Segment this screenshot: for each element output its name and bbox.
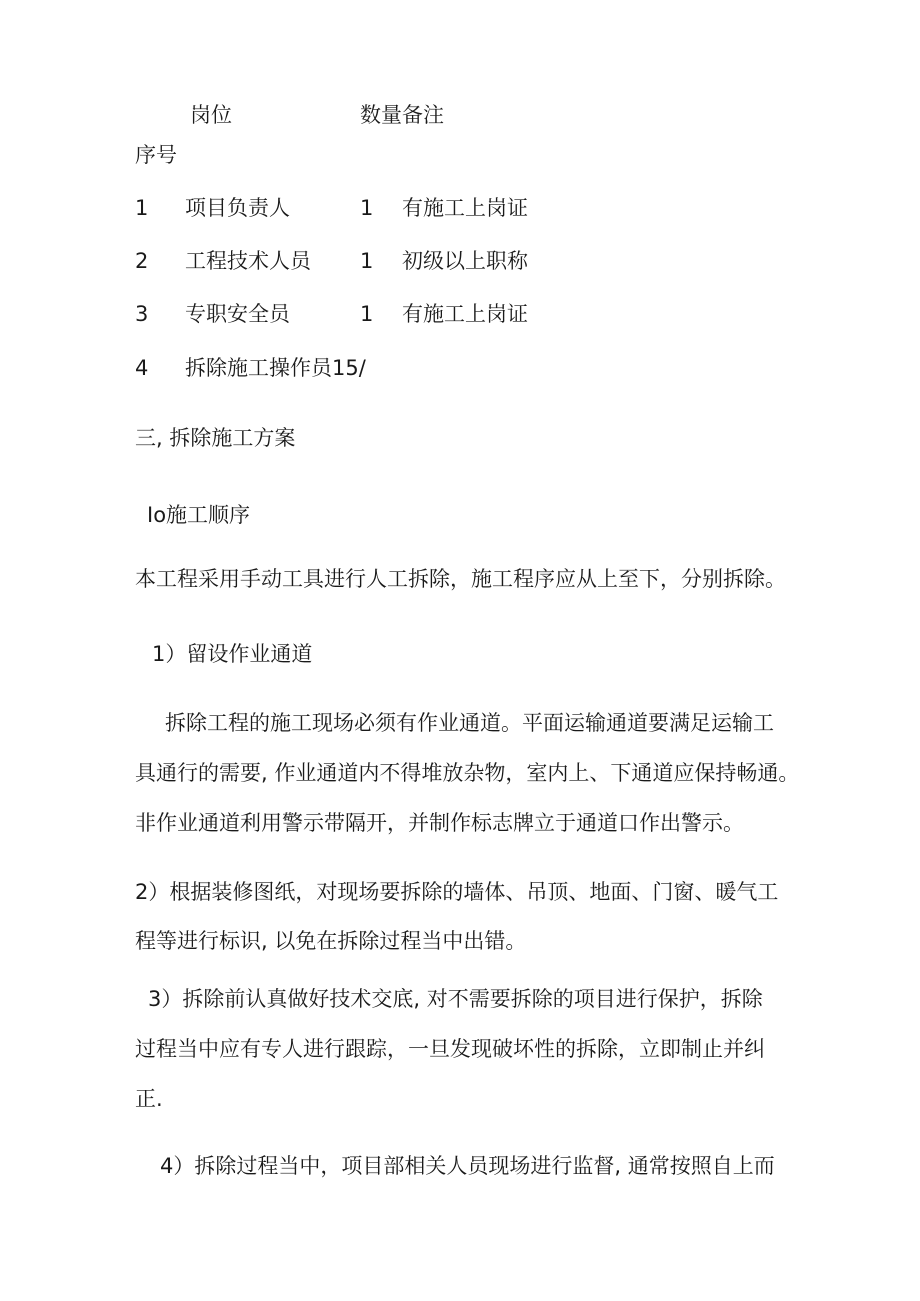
sub-heading: Io施工顺序 <box>147 503 251 527</box>
item-4-line-1: 4）拆除过程当中，项目部相关人员现场进行监督, 通常按照自上而 <box>160 1154 775 1178</box>
item-2-line-1: 2）根据装修图纸，对现场要拆除的墙体、吊顶、地面、门窗、暖气工 <box>135 880 779 904</box>
table-row-2-index: 2 <box>135 249 149 273</box>
item-1-line-2: 具通行的需要, 作业通道内不得堆放杂物，室内上、下通道应保持畅通。 <box>135 761 800 785</box>
table-row-4-index: 4 <box>135 356 149 380</box>
intro-paragraph: 本工程采用手动工具进行人工拆除，施工程序应从上至下，分别拆除。 <box>135 567 786 591</box>
table-row-4-position-qty: 拆除施工操作员15/ <box>185 356 366 380</box>
item-1-title: 1）留设作业通道 <box>152 642 313 666</box>
table-row-2-position: 工程技术人员 <box>185 249 311 273</box>
table-row-1-note: 有施工上岗证 <box>402 196 528 220</box>
table-row-1-position: 项目负责人 <box>185 196 290 220</box>
item-3-line-1: 3）拆除前认真做好技术交底, 对不需要拆除的项目进行保护，拆除 <box>148 987 763 1011</box>
item-2-line-2: 程等进行标识, 以免在拆除过程当中出错。 <box>135 929 527 953</box>
table-header-position: 岗位 <box>190 103 232 127</box>
table-row-1-index: 1 <box>135 196 149 220</box>
table-row-2-note: 初级以上职称 <box>402 249 528 273</box>
table-row-3-note: 有施工上岗证 <box>402 302 528 326</box>
table-row-3-index: 3 <box>135 302 149 326</box>
item-1-line-1: 拆除工程的施工现场必须有作业通道。平面运输通道要满足运输工 <box>165 711 774 735</box>
table-row-3-qty: 1 <box>360 302 374 326</box>
table-row-2-qty: 1 <box>360 249 374 273</box>
table-row-3-position: 专职安全员 <box>185 302 290 326</box>
table-header-index: 序号 <box>135 143 177 167</box>
table-header-qty-note: 数量备注 <box>360 103 444 127</box>
item-1-line-3: 非作业通道利用警示带隔开，并制作标志牌立于通道口作出警示。 <box>135 811 744 835</box>
table-row-1-qty: 1 <box>360 196 374 220</box>
item-3-line-2: 过程当中应有专人进行跟踪，一旦发现破坏性的拆除，立即制止并纠 <box>135 1037 765 1061</box>
section-heading: 三, 拆除施工方案 <box>135 426 296 450</box>
item-3-line-3: 正. <box>135 1087 163 1111</box>
